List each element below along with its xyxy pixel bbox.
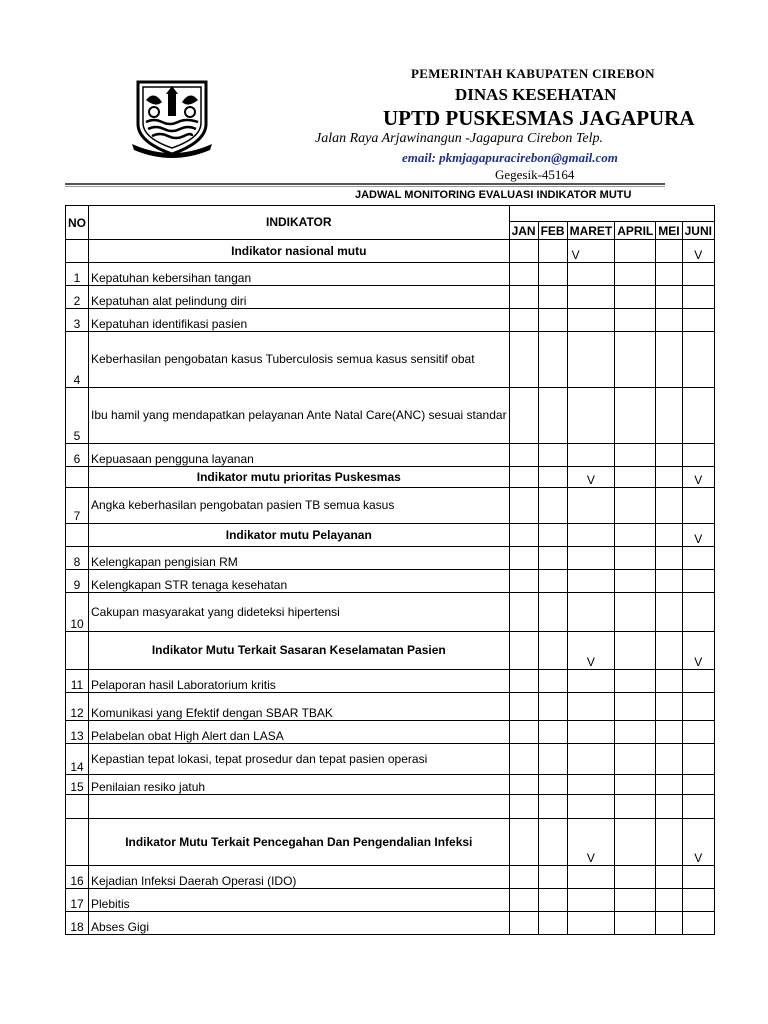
month-cell bbox=[656, 795, 682, 819]
month-cell bbox=[567, 866, 615, 889]
no-header: NO bbox=[66, 206, 89, 240]
schedule-mark: V bbox=[567, 632, 615, 670]
month-cell bbox=[567, 744, 615, 775]
month-cell bbox=[538, 795, 567, 819]
month-cell bbox=[682, 795, 714, 819]
month-cell bbox=[682, 593, 714, 632]
row-number: 1 bbox=[66, 263, 89, 286]
schedule-mark: V bbox=[682, 240, 714, 263]
month-cell bbox=[682, 286, 714, 309]
month-cell bbox=[656, 547, 682, 570]
table-header-row-top bbox=[66, 206, 715, 222]
month-cell bbox=[509, 570, 538, 593]
section-row bbox=[66, 819, 715, 866]
month-cell bbox=[656, 488, 682, 524]
month-cell bbox=[656, 263, 682, 286]
indicator-label: Angka keberhasilan pengobatan pasien TB semua kasus bbox=[89, 488, 510, 524]
month-cell bbox=[567, 286, 615, 309]
month-cell bbox=[538, 670, 567, 693]
row-number: 14 bbox=[66, 744, 89, 775]
month-cell bbox=[509, 889, 538, 912]
row-number bbox=[66, 795, 89, 819]
month-cell bbox=[509, 775, 538, 795]
month-cell bbox=[567, 721, 615, 744]
schedule-mark bbox=[656, 467, 682, 488]
government-name: PEMERINTAH KABUPATEN CIREBON bbox=[411, 66, 655, 81]
department-name: DINAS KESEHATAN bbox=[455, 85, 617, 104]
schedule-mark bbox=[538, 240, 567, 263]
month-cell bbox=[615, 309, 656, 332]
month-cell bbox=[615, 912, 656, 935]
month-cell bbox=[656, 309, 682, 332]
month-cell bbox=[509, 912, 538, 935]
month-cell bbox=[538, 263, 567, 286]
schedule-mark bbox=[509, 819, 538, 866]
month-cell bbox=[656, 721, 682, 744]
header-divider bbox=[65, 183, 665, 185]
month-cell bbox=[682, 332, 714, 388]
schedule-mark bbox=[615, 632, 656, 670]
schedule-mark bbox=[509, 467, 538, 488]
schedule-mark bbox=[538, 467, 567, 488]
indicator-row bbox=[66, 866, 715, 889]
section-row bbox=[66, 632, 715, 670]
schedule-mark: V bbox=[567, 819, 615, 866]
indikator-header: INDIKATOR bbox=[89, 206, 510, 240]
section-label: Indikator nasional mutu bbox=[89, 240, 510, 263]
schedule-mark: V bbox=[682, 632, 714, 670]
schedule-mark bbox=[509, 524, 538, 547]
month-cell bbox=[615, 286, 656, 309]
month-cell bbox=[615, 332, 656, 388]
month-cell bbox=[656, 388, 682, 444]
month-cell bbox=[538, 309, 567, 332]
month-cell bbox=[615, 388, 656, 444]
month-cell bbox=[615, 488, 656, 524]
month-cell bbox=[509, 332, 538, 388]
schedule-mark bbox=[615, 524, 656, 547]
month-cell bbox=[509, 670, 538, 693]
month-cell bbox=[656, 444, 682, 467]
row-number bbox=[66, 524, 89, 547]
month-cell bbox=[656, 693, 682, 721]
month-cell bbox=[682, 721, 714, 744]
row-number: 10 bbox=[66, 593, 89, 632]
month-cell bbox=[538, 889, 567, 912]
month-cell bbox=[538, 332, 567, 388]
month-cell bbox=[615, 866, 656, 889]
month-cell bbox=[509, 866, 538, 889]
indicator-label: Kepatuhan kebersihan tangan bbox=[89, 263, 510, 286]
indicator-row bbox=[66, 547, 715, 570]
document-title: JADWAL MONITORING EVALUASI INDIKATOR MUTU bbox=[355, 189, 632, 201]
month-cell bbox=[656, 286, 682, 309]
month-cell bbox=[682, 912, 714, 935]
month-cell bbox=[509, 547, 538, 570]
row-number: 8 bbox=[66, 547, 89, 570]
month-cell bbox=[615, 547, 656, 570]
schedule-mark: V bbox=[567, 240, 615, 263]
month-cell bbox=[615, 263, 656, 286]
indicator-row bbox=[66, 693, 715, 721]
schedule-mark bbox=[615, 467, 656, 488]
indicator-label: Penilaian resiko jatuh bbox=[89, 775, 510, 795]
month-header: FEB bbox=[538, 222, 567, 240]
month-cell bbox=[509, 309, 538, 332]
month-cell bbox=[538, 721, 567, 744]
indicator-row bbox=[66, 670, 715, 693]
month-header: MEI bbox=[656, 222, 682, 240]
month-cell bbox=[567, 670, 615, 693]
month-cell bbox=[656, 866, 682, 889]
indicator-row bbox=[66, 721, 715, 744]
month-cell bbox=[538, 570, 567, 593]
month-cell bbox=[538, 775, 567, 795]
month-cell bbox=[509, 286, 538, 309]
indicator-label: Kelengkapan STR tenaga kesehatan bbox=[89, 570, 510, 593]
section-label: Indikator Mutu Terkait Sasaran Keselamatan Pasien bbox=[89, 632, 510, 670]
row-number: 15 bbox=[66, 775, 89, 795]
month-cell bbox=[615, 795, 656, 819]
month-header: JAN bbox=[509, 222, 538, 240]
row-number bbox=[66, 240, 89, 263]
schedule-mark bbox=[656, 240, 682, 263]
month-header: JUNI bbox=[682, 222, 714, 240]
month-cell bbox=[656, 570, 682, 593]
row-number: 2 bbox=[66, 286, 89, 309]
indicator-row bbox=[66, 332, 715, 388]
month-cell bbox=[567, 444, 615, 467]
row-number bbox=[66, 632, 89, 670]
indicator-row bbox=[66, 309, 715, 332]
indicator-label: Kepuasaan pengguna layanan bbox=[89, 444, 510, 467]
month-cell bbox=[656, 332, 682, 388]
month-cell bbox=[567, 912, 615, 935]
month-cell bbox=[509, 593, 538, 632]
month-cell bbox=[538, 488, 567, 524]
schedule-mark bbox=[615, 819, 656, 866]
row-number: 7 bbox=[66, 488, 89, 524]
month-cell bbox=[509, 263, 538, 286]
month-cell bbox=[538, 912, 567, 935]
schedule-mark bbox=[656, 819, 682, 866]
blank-row bbox=[66, 795, 715, 819]
email-line: email: pkmjagapuracirebon@gmail.com bbox=[402, 150, 618, 165]
month-cell bbox=[509, 444, 538, 467]
indicator-label: Pelabelan obat High Alert dan LASA bbox=[89, 721, 510, 744]
month-cell bbox=[615, 744, 656, 775]
month-cell bbox=[682, 693, 714, 721]
month-cell bbox=[567, 547, 615, 570]
month-header: MARET bbox=[567, 222, 615, 240]
month-cell bbox=[682, 570, 714, 593]
row-number: 4 bbox=[66, 332, 89, 388]
month-cell bbox=[567, 332, 615, 388]
postal-line: Gegesik-45164 bbox=[495, 167, 575, 182]
month-cell bbox=[567, 593, 615, 632]
month-cell bbox=[682, 744, 714, 775]
month-cell bbox=[567, 488, 615, 524]
indicator-row bbox=[66, 488, 715, 524]
month-cell bbox=[615, 693, 656, 721]
month-cell bbox=[538, 593, 567, 632]
month-cell bbox=[682, 775, 714, 795]
row-number bbox=[66, 819, 89, 866]
month-cell bbox=[656, 593, 682, 632]
schedule-mark bbox=[656, 632, 682, 670]
schedule-mark bbox=[567, 524, 615, 547]
row-number: 13 bbox=[66, 721, 89, 744]
month-cell bbox=[615, 670, 656, 693]
row-number: 18 bbox=[66, 912, 89, 935]
indicator-schedule-table bbox=[65, 205, 715, 935]
month-cell bbox=[567, 263, 615, 286]
month-cell bbox=[656, 744, 682, 775]
month-cell bbox=[656, 775, 682, 795]
regency-emblem-icon bbox=[130, 78, 214, 156]
month-cell bbox=[615, 570, 656, 593]
row-number: 5 bbox=[66, 388, 89, 444]
month-cell bbox=[567, 388, 615, 444]
month-cell bbox=[538, 388, 567, 444]
month-cell bbox=[682, 309, 714, 332]
schedule-mark bbox=[656, 524, 682, 547]
header-divider-thin bbox=[65, 186, 665, 187]
month-cell bbox=[509, 388, 538, 444]
indicator-label: Abses Gigi bbox=[89, 912, 510, 935]
month-header: APRIL bbox=[615, 222, 656, 240]
months-header-band bbox=[509, 206, 714, 222]
row-number bbox=[66, 467, 89, 488]
indicator-row bbox=[66, 444, 715, 467]
month-cell bbox=[509, 693, 538, 721]
indicator-label: Cakupan masyarakat yang dideteksi hipertensi bbox=[89, 593, 510, 632]
indicator-row bbox=[66, 263, 715, 286]
row-number: 16 bbox=[66, 866, 89, 889]
indicator-row bbox=[66, 570, 715, 593]
section-row bbox=[66, 467, 715, 488]
schedule-mark bbox=[509, 240, 538, 263]
month-cell bbox=[682, 488, 714, 524]
indicator-label: Ibu hamil yang mendapatkan pelayanan Ante Natal Care(ANC) sesuai standar bbox=[89, 388, 510, 444]
row-number: 11 bbox=[66, 670, 89, 693]
section-row bbox=[66, 524, 715, 547]
schedule-mark bbox=[538, 819, 567, 866]
month-cell bbox=[682, 444, 714, 467]
row-number: 3 bbox=[66, 309, 89, 332]
month-cell bbox=[538, 286, 567, 309]
month-cell bbox=[567, 775, 615, 795]
month-cell bbox=[538, 744, 567, 775]
schedule-mark: V bbox=[567, 467, 615, 488]
schedule-mark: V bbox=[682, 819, 714, 866]
indicator-row bbox=[66, 593, 715, 632]
indicator-label bbox=[89, 795, 510, 819]
schedule-mark bbox=[538, 524, 567, 547]
month-cell bbox=[682, 670, 714, 693]
schedule-mark bbox=[509, 632, 538, 670]
indicator-row bbox=[66, 286, 715, 309]
section-label: Indikator mutu Pelayanan bbox=[89, 524, 510, 547]
month-cell bbox=[567, 309, 615, 332]
month-cell bbox=[615, 444, 656, 467]
month-cell bbox=[567, 693, 615, 721]
month-cell bbox=[682, 263, 714, 286]
month-cell bbox=[656, 912, 682, 935]
schedule-mark bbox=[538, 632, 567, 670]
indicator-label: Kelengkapan pengisian RM bbox=[89, 547, 510, 570]
month-cell bbox=[509, 488, 538, 524]
month-cell bbox=[656, 889, 682, 912]
month-cell bbox=[682, 866, 714, 889]
indicator-row bbox=[66, 775, 715, 795]
month-cell bbox=[509, 795, 538, 819]
month-cell bbox=[615, 889, 656, 912]
indicator-label: Komunikasi yang Efektif dengan SBAR TBAK bbox=[89, 693, 510, 721]
indicator-label: Kepatuhan identifikasi pasien bbox=[89, 309, 510, 332]
month-cell bbox=[567, 570, 615, 593]
schedule-mark: V bbox=[682, 467, 714, 488]
indicator-label: Plebitis bbox=[89, 889, 510, 912]
indicator-label: Pelaporan hasil Laboratorium kritis bbox=[89, 670, 510, 693]
section-label: Indikator Mutu Terkait Pencegahan Dan Pengendalian Infeksi bbox=[89, 819, 510, 866]
month-cell bbox=[567, 795, 615, 819]
month-cell bbox=[615, 721, 656, 744]
schedule-mark bbox=[615, 240, 656, 263]
month-cell bbox=[509, 744, 538, 775]
section-label: Indikator mutu prioritas Puskesmas bbox=[89, 467, 510, 488]
month-cell bbox=[615, 775, 656, 795]
section-row bbox=[66, 240, 715, 263]
month-cell bbox=[615, 593, 656, 632]
month-cell bbox=[538, 547, 567, 570]
indicator-row bbox=[66, 912, 715, 935]
month-cell bbox=[538, 693, 567, 721]
indicator-label: Kepastian tepat lokasi, tepat prosedur dan tepat pasien operasi bbox=[89, 744, 510, 775]
month-cell bbox=[682, 388, 714, 444]
indicator-row bbox=[66, 889, 715, 912]
row-number: 17 bbox=[66, 889, 89, 912]
indicator-row bbox=[66, 744, 715, 775]
row-number: 9 bbox=[66, 570, 89, 593]
schedule-mark: V bbox=[682, 524, 714, 547]
indicator-label: Keberhasilan pengobatan kasus Tuberculosis semua kasus sensitif obat bbox=[89, 332, 510, 388]
month-cell bbox=[567, 889, 615, 912]
row-number: 12 bbox=[66, 693, 89, 721]
month-cell bbox=[682, 547, 714, 570]
indicator-label: Kepatuhan alat pelindung diri bbox=[89, 286, 510, 309]
indicator-row bbox=[66, 388, 715, 444]
row-number: 6 bbox=[66, 444, 89, 467]
month-cell bbox=[509, 721, 538, 744]
month-cell bbox=[682, 889, 714, 912]
institution-name: UPTD PUSKESMAS JAGAPURA bbox=[383, 106, 695, 130]
address-line: Jalan Raya Arjawinangun -Jagapura Cirebon Telp. bbox=[315, 131, 604, 146]
month-cell bbox=[656, 670, 682, 693]
month-cell bbox=[538, 866, 567, 889]
indicator-label: Kejadian Infeksi Daerah Operasi (IDO) bbox=[89, 866, 510, 889]
month-cell bbox=[538, 444, 567, 467]
